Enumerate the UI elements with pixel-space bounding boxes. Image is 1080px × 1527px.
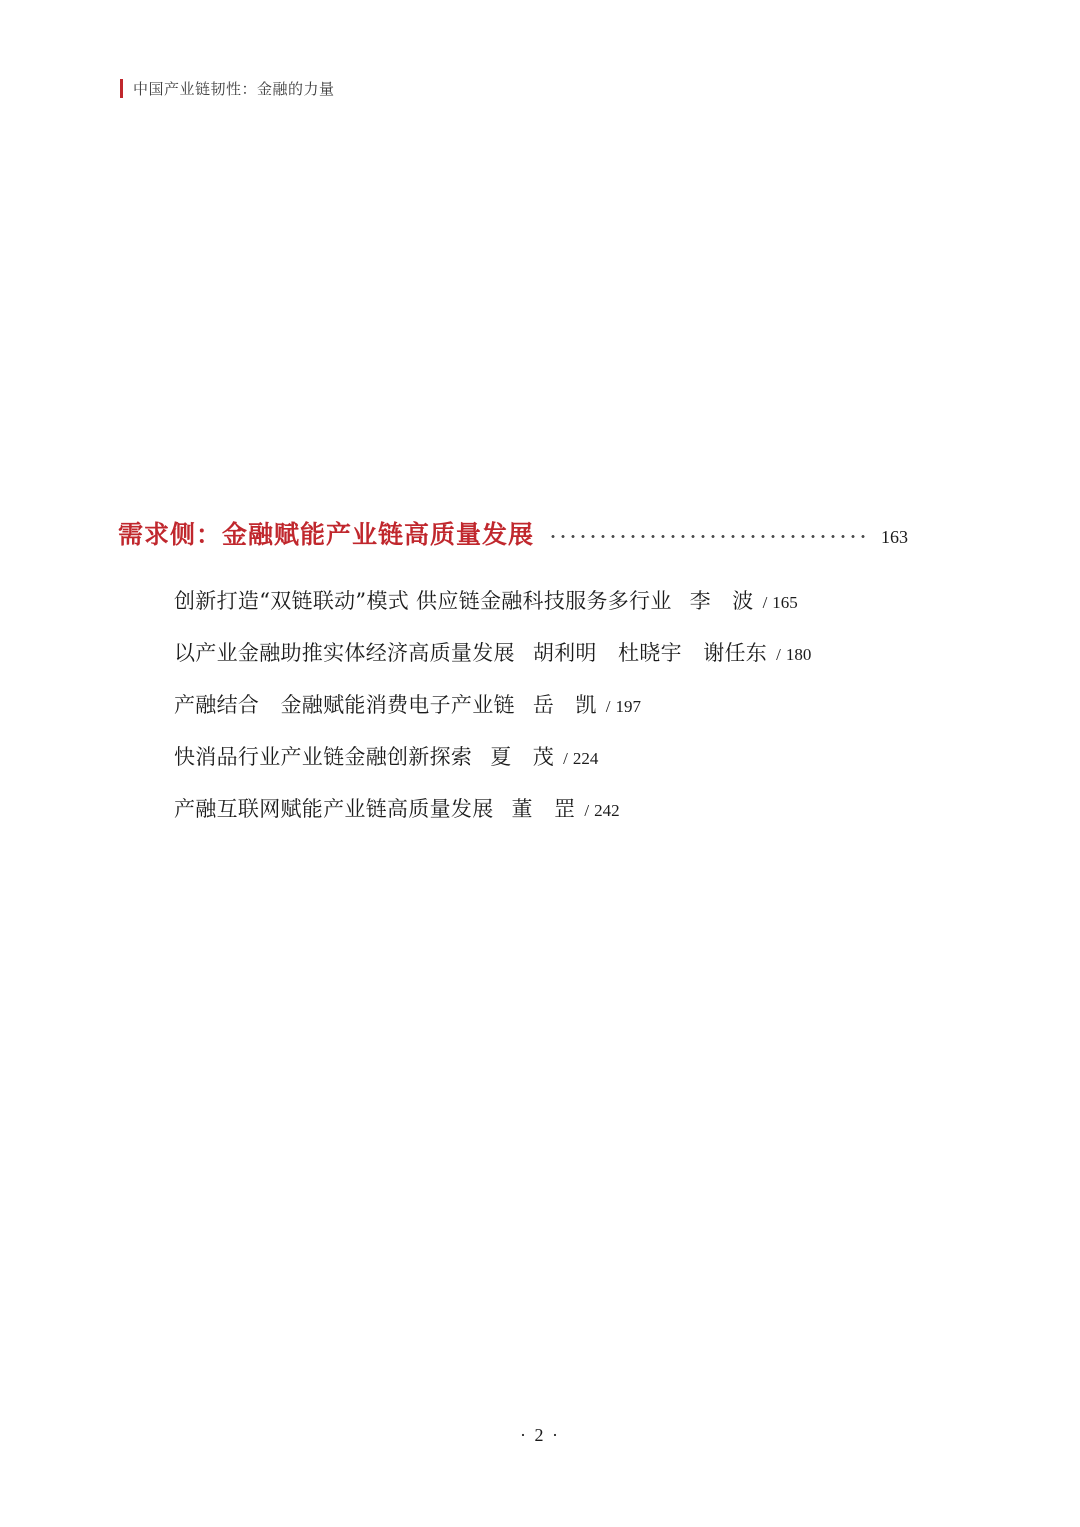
entry-title: 快消品行业产业链金融创新探索 — [174, 745, 473, 769]
entry-page-number: 165 — [772, 593, 798, 612]
entry-separator: / — [776, 645, 781, 664]
entry-page-number: 242 — [594, 801, 620, 820]
entry-separator: / — [584, 801, 590, 820]
running-header — [120, 78, 335, 99]
list-item[interactable] — [174, 637, 948, 667]
entry-page-number: 197 — [615, 697, 641, 716]
list-item[interactable] — [174, 793, 948, 823]
entry-title: 产融结合 金融赋能消费电子产业链 — [174, 693, 515, 717]
list-item[interactable] — [174, 585, 948, 615]
entry-title: 创新打造“双链联动”模式 供应链金融科技服务多行业 — [174, 589, 672, 613]
table-of-contents — [118, 515, 948, 845]
list-item[interactable] — [174, 689, 948, 719]
entry-authors: 岳 凯 — [532, 693, 597, 717]
entry-title: 以产业金融助推实体经济高质量发展 — [174, 641, 515, 665]
entry-authors: 胡利明 杜晓宇 谢任东 — [532, 641, 768, 665]
header-rule-icon — [120, 79, 123, 98]
toc-section-heading[interactable] — [118, 515, 908, 551]
list-item[interactable] — [174, 741, 948, 771]
entry-page-number: 224 — [572, 749, 599, 768]
entry-separator: / — [605, 697, 611, 716]
running-header-text: 中国产业链韧性：金融的力量 — [133, 80, 335, 98]
entry-authors: 董 罡 — [511, 797, 576, 821]
entry-separator: / — [563, 749, 568, 768]
entry-separator: / — [762, 593, 768, 612]
section-title: 需求侧：金融赋能产业链高质量发展 — [118, 520, 535, 549]
entry-page-number: 180 — [785, 645, 812, 664]
section-page-number: 163 — [881, 527, 908, 547]
dot-leader — [548, 527, 871, 543]
entry-authors: 李 波 — [689, 589, 754, 613]
toc-entry-list — [118, 585, 948, 823]
entry-title: 产融互联网赋能产业链高质量发展 — [174, 797, 494, 821]
page-folio: · 2 · — [520, 1425, 560, 1445]
entry-authors: 夏 茂 — [490, 745, 555, 769]
